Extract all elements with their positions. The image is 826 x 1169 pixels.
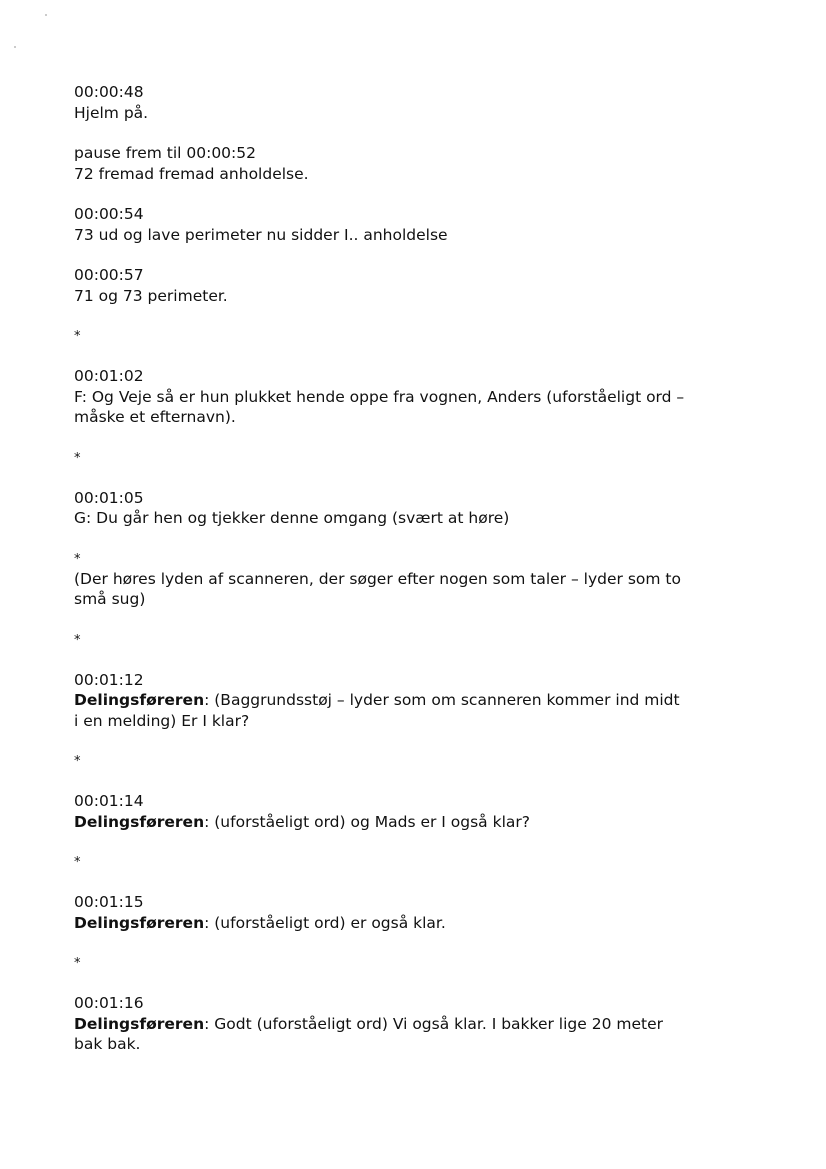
utterance [74,1014,764,1055]
speaker-name: Delingsføreren [74,691,205,709]
star-glyph: * [74,450,81,466]
transcript-entry [74,143,764,184]
star-glyph: * [74,754,81,769]
speaker-name: Delingsføreren [74,913,205,932]
separator-star [74,448,764,468]
timestamp: 00:01:14 [74,792,144,810]
utterance: pause frem til 00:00:52 72 fremad fremad anholdelse. [74,144,309,183]
separator-star [74,326,764,346]
utterance: Hjelm på. [74,103,149,122]
timestamp: 00:00:54 [74,205,144,223]
timestamp: 00:01:02 [74,367,144,385]
transcript-note [74,549,764,610]
transcript-entry [74,993,764,1055]
utterance-text: : (uforståeligt ord) og Mads er I også klar? [204,812,530,831]
utterance: G: Du går hen og tjekker denne omgang (svært at høre) [74,509,510,527]
speaker-name: Delingsføreren [74,1014,205,1033]
utterance [74,812,764,833]
star-glyph: * [74,632,81,648]
separator-star [74,852,764,872]
transcript-entry [74,791,764,832]
timestamp: 00:00:48 [74,83,144,101]
star-glyph: * [74,551,81,567]
separator-star [74,751,764,771]
transcript-entry [74,670,764,732]
utterance [74,690,764,731]
star-glyph: * [74,956,81,971]
transcript-entry [74,265,764,306]
utterance [74,913,764,934]
timestamp: 00:01:12 [74,670,144,689]
utterance: F: Og Veje så er hun plukket hende oppe fra vognen, Anders (uforståeligt ord – måske et efternavn). [74,387,685,426]
scan-speck [14,46,16,48]
utterance-text: : (uforståeligt ord) er også klar. [204,913,446,932]
transcript-page [74,82,764,1075]
separator-star [74,630,764,650]
transcript-entry [74,892,764,933]
transcript-entry [74,82,764,123]
separator-star [74,953,764,973]
scan-speck [45,14,47,16]
utterance: 73 ud og lave perimeter nu sidder I.. anholdelse [74,225,448,244]
star-glyph: * [74,855,81,870]
timestamp: 00:01:16 [74,994,144,1012]
transcript-entry [74,488,764,529]
star-glyph: * [74,329,81,344]
utterance-text: : Godt (uforståeligt ord) Vi også klar. I bakker lige 20 meter bak bak. [74,1014,663,1053]
timestamp: 00:00:57 [74,266,144,284]
timestamp: 00:01:15 [74,893,144,911]
timestamp: 00:01:05 [74,488,144,507]
utterance-text: : (Baggrundsstøj – lyder som om scanneren kommer ind midt i en melding) Er I klar? [74,691,680,730]
speaker-name: Delingsføreren [74,812,205,831]
transcript-entry [74,366,764,428]
transcript-entry [74,204,764,245]
utterance: 71 og 73 perimeter. [74,286,228,305]
note-text: (Der høres lyden af scanneren, der søger efter nogen som taler – lyder som to små sug) [74,569,681,608]
